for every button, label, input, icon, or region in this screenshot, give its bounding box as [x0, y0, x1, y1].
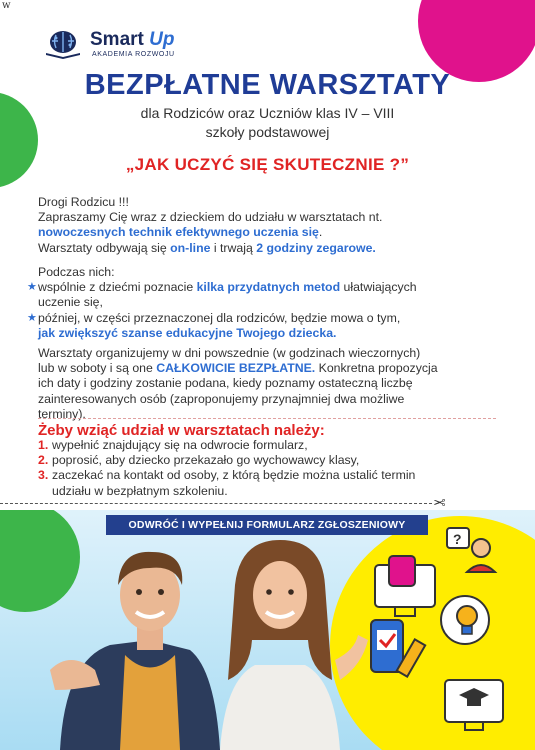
- slogan: „JAK UCZYĆ SIĘ SKUTECZNIE ?”: [125, 155, 410, 174]
- during-paragraph: Podczas nich: ★ wspólnie z dziećmi poznacie kilka przydatnych metod ułatwiających uczenie się, ★ później, w części przeznaczonej dla rodziców, będzie mowa o tym, jak zwiększyć szanse edukacyjne Twojego dziecka.: [38, 265, 498, 341]
- brain-book-icon: [44, 29, 82, 59]
- logo: [44, 29, 175, 59]
- list-item: ★ później, w części przeznaczonej dla rodziców, będzie mowa o tym, jak zwiększyć szanse edukacyjne Twojego dziecka.: [27, 310, 401, 340]
- section-divider: [38, 418, 496, 419]
- logo-subtitle: AKADEMIA ROZWOJU: [92, 50, 175, 58]
- steps-title: Żeby wziąć udział w warsztatach należy:: [38, 422, 325, 439]
- scissors-icon: ✂: [433, 493, 446, 510]
- star-bullet-icon: ★: [27, 311, 37, 324]
- form-banner: ODWRÓĆ I WYPEŁNIJ FORMULARZ ZGŁOSZENIOWY: [106, 515, 428, 535]
- cut-line: [0, 503, 432, 504]
- students-photo: [40, 540, 370, 750]
- star-bullet-icon: ★: [27, 281, 37, 294]
- list-item: ★ wspólnie z dziećmi poznacie kilka przydatnych metod ułatwiających uczenie się,: [27, 280, 417, 310]
- logo-name: Smart Up: [90, 28, 175, 50]
- intro-paragraph: Drogi Rodzicu !!! Zapraszamy Cię wraz z dzieckiem do udziału w warsztatach nt. nowoczesnych technik efektywnego uczenia się. Warsztaty odbywają się on-line i trwają 2 godziny zegarowe.: [38, 195, 383, 255]
- lightbulb-head-icon: [441, 596, 489, 644]
- subtitle: dla Rodziców oraz Uczniów klas IV – VIII szkoły podstawowej: [140, 105, 395, 140]
- step-item: udziału w bezpłatnym szkoleniu.: [52, 483, 228, 498]
- monitor-fist-icon: [375, 556, 435, 616]
- corner-mark: w: [2, 0, 11, 11]
- step-item: 3. zaczekać na kontakt od osoby, z którą będzie można ustalić termin: [38, 468, 416, 483]
- steps-list: [38, 438, 498, 499]
- benefits-list: [27, 280, 498, 341]
- main-title: BEZPŁATNE WARSZTATY: [84, 69, 451, 101]
- svg-text:?: ?: [453, 531, 462, 547]
- boy-figure: [50, 552, 220, 750]
- question-person-icon: [447, 528, 495, 572]
- tablet-check-icon: [371, 620, 425, 677]
- schedule-paragraph: Warsztaty organizujemy w dni powszednie (w godzinach wieczornych) lub w soboty i są one CAŁKOWICIE BEZPŁATNE. Konkretna propozycja ich daty i godziny zostanie podana, kiedy poznamy ostateczną liczbę zainteresowanych osób (zaproponujemy przynajmniej dwa możliwe terminy).: [38, 346, 438, 421]
- step-item: 1. wypełnić znajdujący się na odwrocie formularz,: [38, 438, 308, 452]
- graduation-monitor-icon: [445, 680, 503, 730]
- step-item: 2. poprosić, aby dziecko przekazało go wychowawcy klasy,: [38, 453, 360, 468]
- girl-figure: [220, 540, 368, 750]
- education-icons: [355, 520, 535, 750]
